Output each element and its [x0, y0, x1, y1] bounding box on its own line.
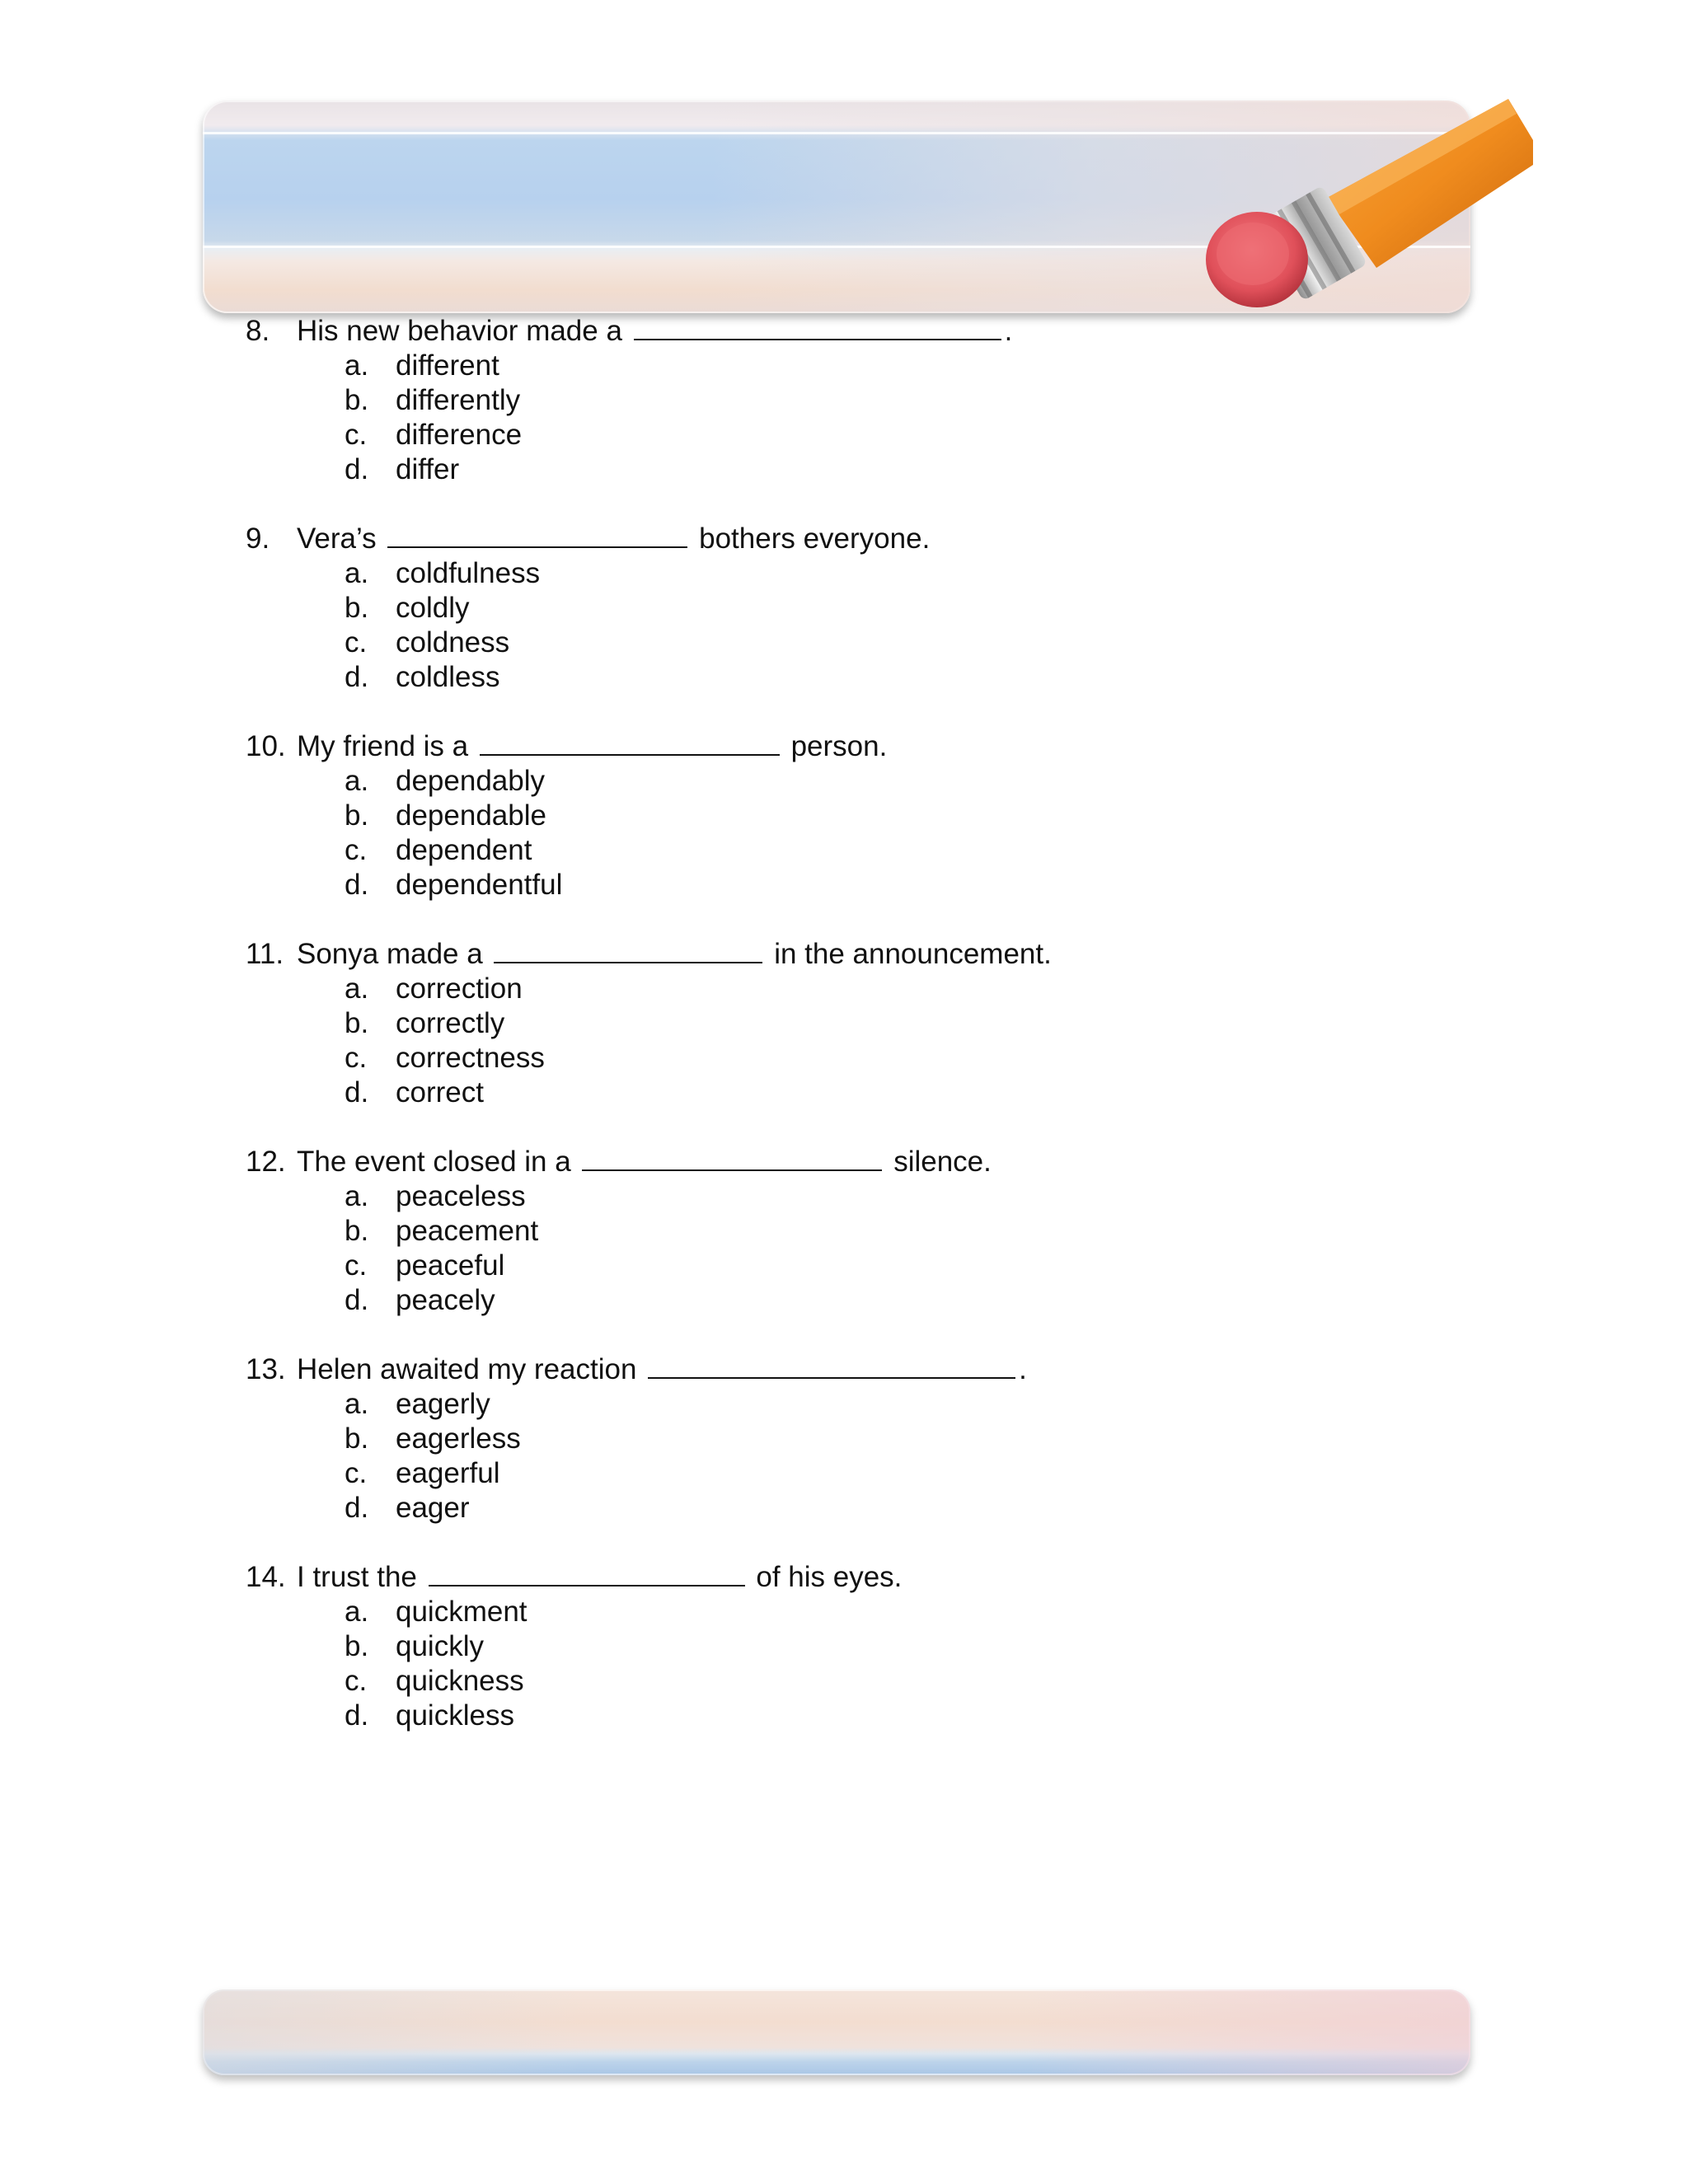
option-text: peacement: [396, 1215, 539, 1247]
option-text: dependent: [396, 834, 532, 866]
question-stem: [246, 937, 1052, 972]
option-text: eagerly: [396, 1388, 490, 1420]
option-text: correct: [396, 1076, 484, 1108]
option-letter: c.: [345, 1457, 368, 1489]
answer-blank: [480, 729, 780, 756]
question-text-after: person.: [790, 730, 888, 762]
question-number: 12.: [246, 1146, 286, 1178]
option-letter: c.: [345, 1042, 368, 1074]
question-number: 14.: [246, 1561, 286, 1593]
option-b: [345, 1629, 484, 1664]
option-letter: b.: [345, 592, 369, 624]
question-number: 10.: [246, 730, 286, 762]
option-text: dependably: [396, 765, 545, 797]
question-stem: [246, 1352, 1027, 1387]
option-d: [345, 1699, 514, 1733]
question-text-after: .: [1004, 315, 1013, 347]
option-letter: d.: [345, 1076, 369, 1108]
question-stem: [246, 1560, 902, 1595]
option-c: [345, 1041, 545, 1076]
option-c: [345, 418, 522, 452]
option-d: [345, 1076, 484, 1110]
option-letter: b.: [345, 384, 369, 416]
option-b: [345, 1006, 504, 1041]
option-text: different: [396, 349, 499, 382]
option-letter: d.: [345, 661, 369, 693]
option-a: [345, 972, 523, 1006]
option-text: eager: [396, 1492, 470, 1524]
option-d: [345, 1283, 495, 1318]
question-stem: [246, 522, 930, 556]
option-text: peacely: [396, 1284, 495, 1316]
question-stem: [246, 729, 887, 764]
option-text: dependentful: [396, 869, 563, 901]
option-text: differently: [396, 384, 521, 416]
option-text: eagerless: [396, 1422, 521, 1455]
question-text-before: Helen awaited my reaction: [297, 1353, 637, 1385]
answer-blank: [429, 1560, 745, 1586]
option-text: correction: [396, 972, 523, 1005]
option-d: [345, 868, 562, 902]
question-text-after: of his eyes.: [756, 1561, 903, 1593]
option-letter: c.: [345, 834, 368, 866]
option-text: correctly: [396, 1007, 505, 1039]
option-a: [345, 556, 540, 591]
question-text-after: in the announcement.: [774, 938, 1052, 970]
footer-banner-sheen: [203, 1990, 1470, 2075]
question-text-before: Sonya made a: [297, 938, 483, 970]
option-letter: d.: [345, 1492, 369, 1524]
option-a: [345, 1595, 528, 1629]
option-a: [345, 349, 499, 383]
option-text: dependable: [396, 799, 546, 832]
question-number: 8.: [246, 315, 270, 347]
option-text: correctness: [396, 1042, 545, 1074]
option-letter: d.: [345, 1699, 369, 1732]
option-text: coldfulness: [396, 557, 541, 589]
question-text-before: My friend is a: [297, 730, 469, 762]
question-text-before: The event closed in a: [297, 1146, 571, 1178]
option-letter: a.: [345, 1180, 369, 1212]
option-letter: a.: [345, 765, 369, 797]
option-letter: c.: [345, 626, 368, 658]
question-stem: [246, 314, 1012, 349]
answer-blank: [582, 1145, 882, 1171]
pencil-eraser-icon: [1187, 91, 1533, 338]
answer-blank: [387, 522, 687, 548]
question-text-after: .: [1019, 1353, 1027, 1385]
option-letter: c.: [345, 1249, 368, 1282]
option-letter: d.: [345, 453, 369, 485]
question-number: 11.: [246, 938, 284, 970]
option-text: quickness: [396, 1665, 524, 1697]
option-letter: b.: [345, 799, 369, 832]
answer-blank: [648, 1352, 1015, 1379]
option-c: [345, 1664, 524, 1699]
question-text-before: I trust the: [297, 1561, 417, 1593]
option-letter: a.: [345, 349, 369, 382]
option-c: [345, 833, 532, 868]
option-d: [345, 660, 499, 695]
option-text: quickment: [396, 1596, 528, 1628]
option-letter: b.: [345, 1007, 369, 1039]
option-letter: a.: [345, 1388, 369, 1420]
option-text: coldless: [396, 661, 500, 693]
option-b: [345, 1214, 538, 1249]
question-text-before: Vera’s: [297, 523, 377, 555]
option-c: [345, 1456, 499, 1491]
option-text: quickless: [396, 1699, 514, 1732]
option-text: differ: [396, 453, 460, 485]
option-letter: c.: [345, 1665, 368, 1697]
option-letter: a.: [345, 1596, 369, 1628]
question-text-after: silence.: [893, 1146, 992, 1178]
question-stem: [246, 1145, 992, 1179]
question-number: 13.: [246, 1353, 286, 1385]
option-a: [345, 764, 545, 799]
option-letter: d.: [345, 869, 369, 901]
option-letter: d.: [345, 1284, 369, 1316]
question-text-before: His new behavior made a: [297, 315, 622, 347]
option-d: [345, 452, 459, 487]
option-text: eagerful: [396, 1457, 500, 1489]
question-text-after: bothers everyone.: [699, 523, 931, 555]
option-text: quickly: [396, 1630, 484, 1662]
answer-blank: [634, 314, 1001, 340]
option-text: peaceful: [396, 1249, 505, 1282]
option-letter: b.: [345, 1630, 369, 1662]
option-a: [345, 1387, 490, 1422]
option-d: [345, 1491, 470, 1526]
option-b: [345, 591, 469, 626]
option-text: peaceless: [396, 1180, 526, 1212]
option-letter: c.: [345, 419, 368, 451]
option-a: [345, 1179, 526, 1214]
option-text: coldness: [396, 626, 510, 658]
option-letter: a.: [345, 557, 369, 589]
option-letter: b.: [345, 1215, 369, 1247]
footer-banner: [203, 1990, 1470, 2075]
option-text: difference: [396, 419, 523, 451]
option-c: [345, 626, 509, 660]
option-b: [345, 1422, 521, 1456]
option-letter: a.: [345, 972, 369, 1005]
question-number: 9.: [246, 523, 270, 555]
option-b: [345, 799, 546, 833]
option-b: [345, 383, 520, 418]
option-c: [345, 1249, 504, 1283]
option-text: coldly: [396, 592, 470, 624]
answer-blank: [494, 937, 762, 963]
option-letter: b.: [345, 1422, 369, 1455]
